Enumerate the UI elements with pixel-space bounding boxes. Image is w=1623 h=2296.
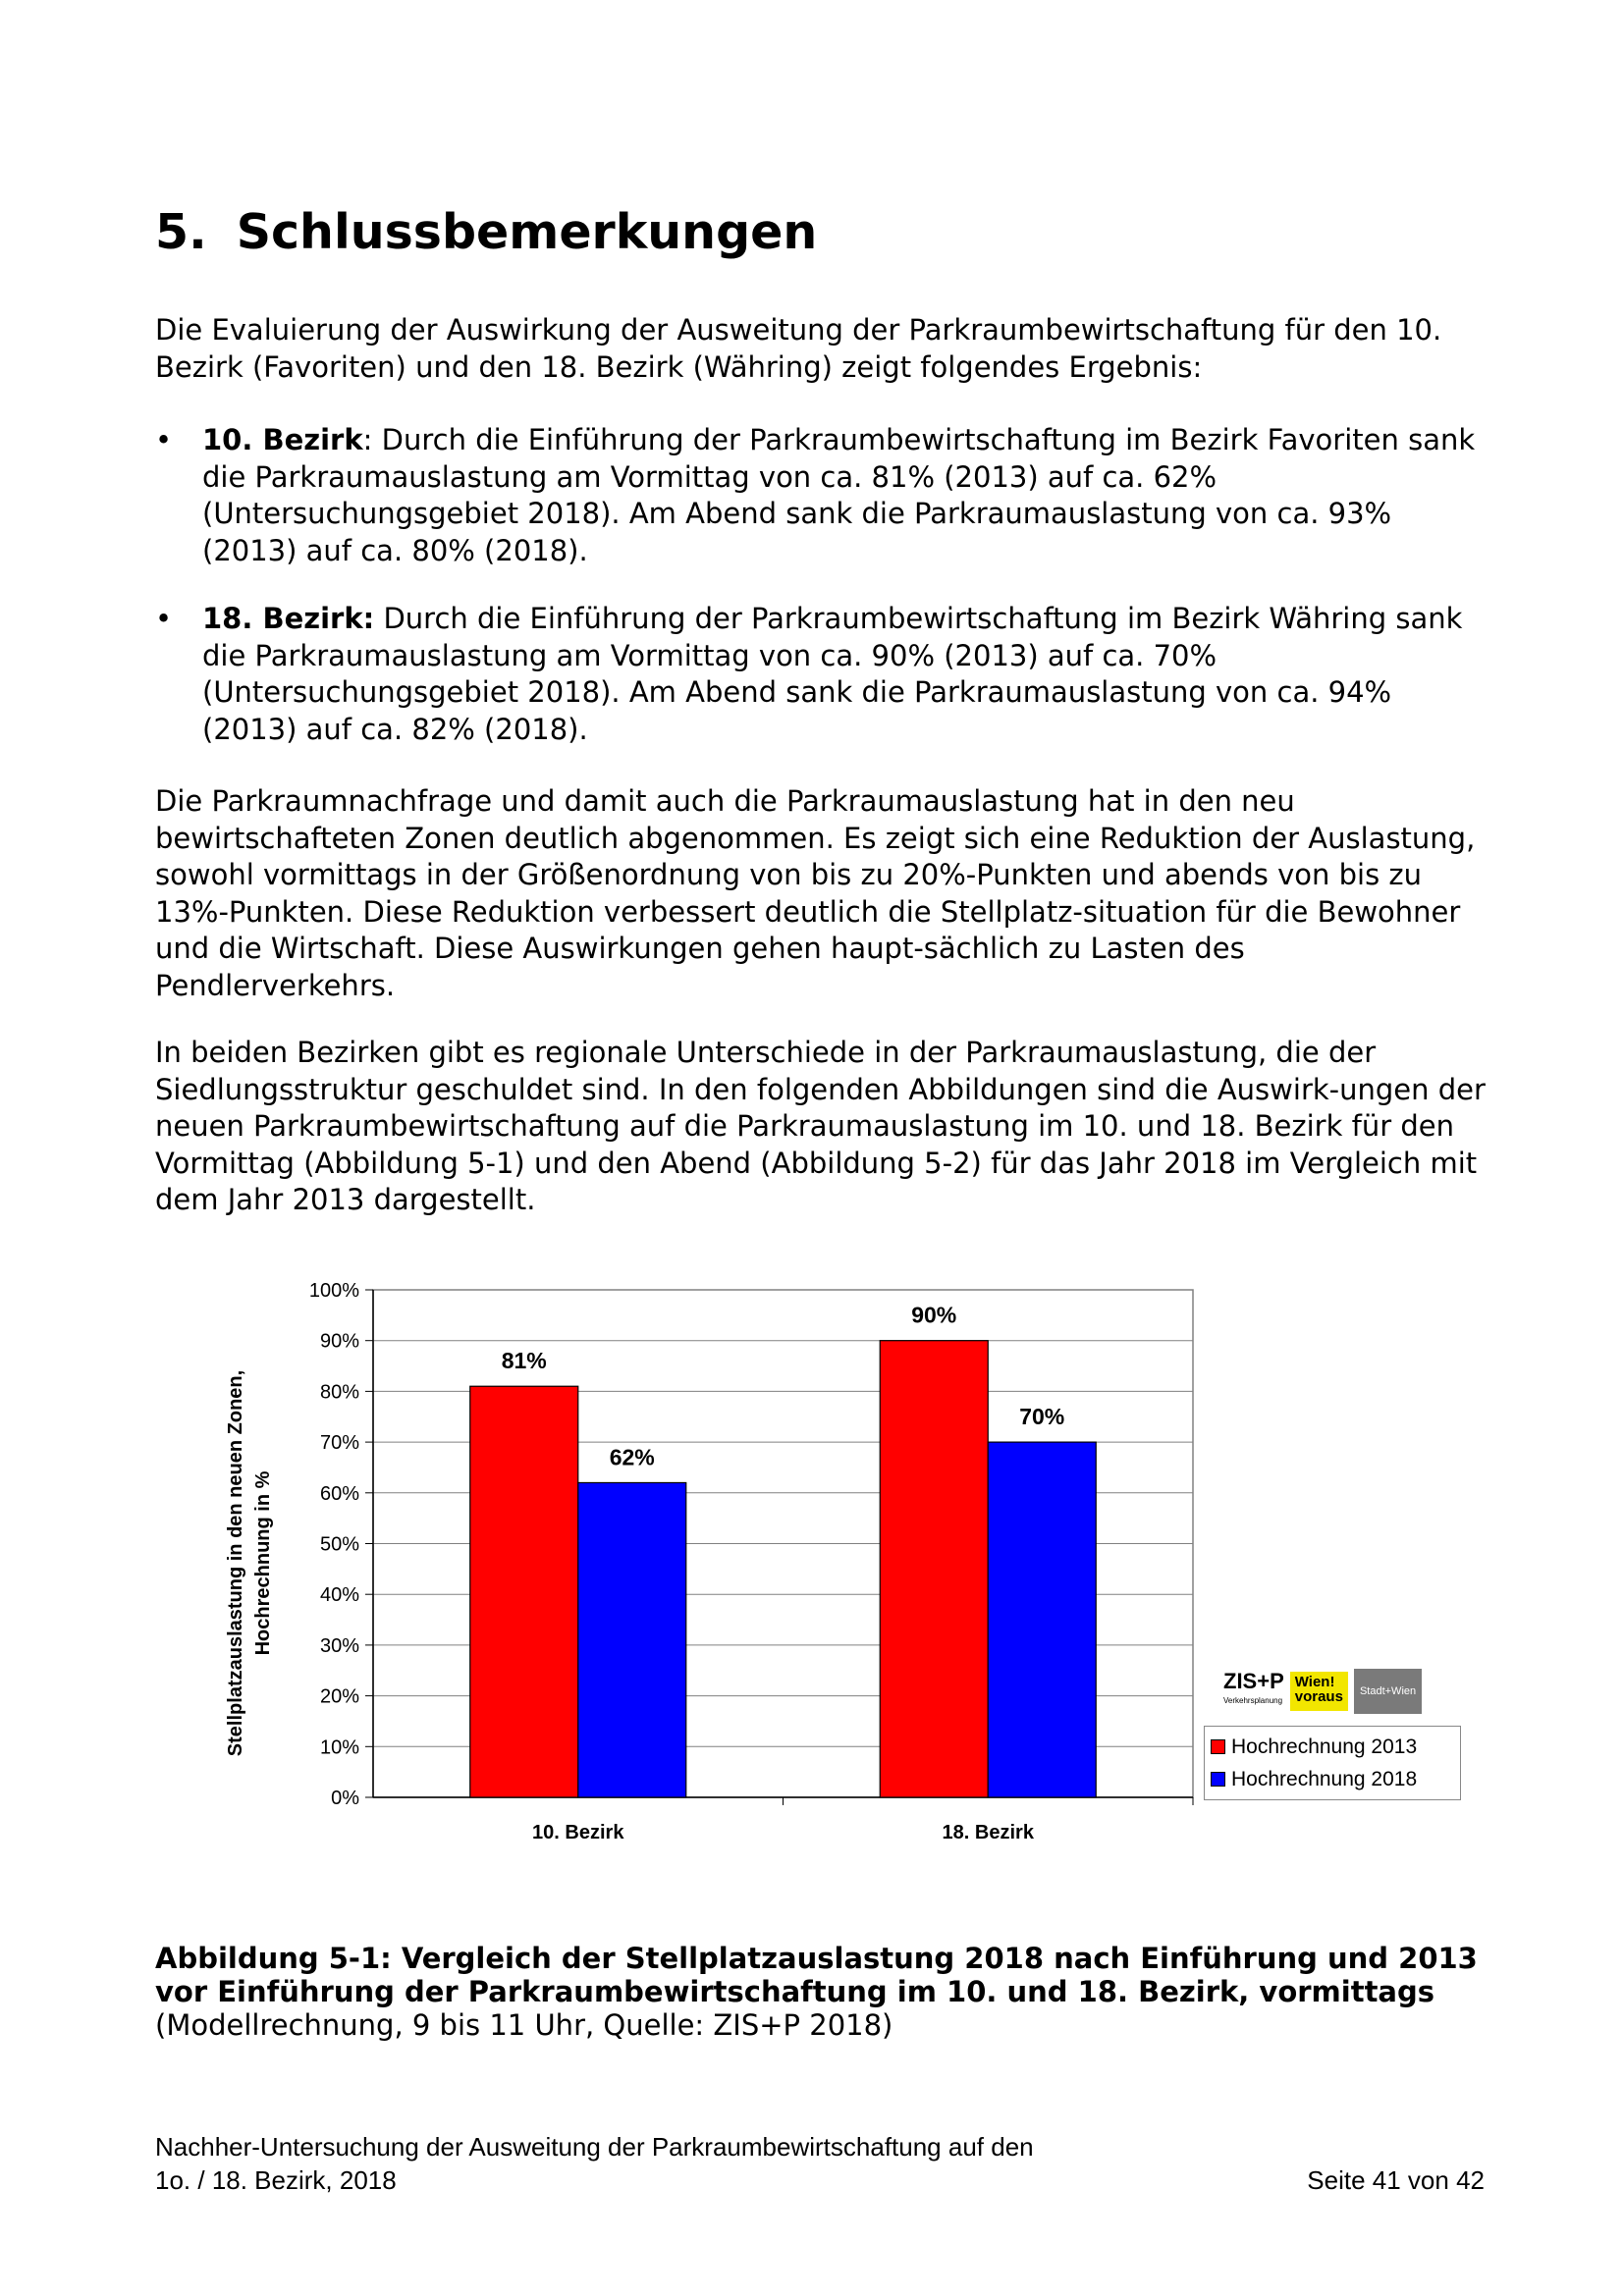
intro-paragraph: Die Evaluierung der Auswirkung der Ausweitung der Parkraumbewirtschaftung für den 10. Bezirk (Favoriten) und den 18. Bezirk (Währing) zeigt folgendes Ergebnis: [155,313,1442,384]
wien-voraus-logo [1290,1672,1348,1711]
legend-item [1211,1763,1454,1795]
legend-item [1211,1731,1454,1763]
y-tick-label: 30% [319,1634,359,1657]
bar-hochrechnung-2013 [470,1386,578,1797]
data-label: 90% [911,1302,957,1328]
zis-logo-text: ZIS+P [1223,1669,1284,1693]
bullet-separator: : [362,423,373,456]
y-tick-label: 80% [319,1381,359,1404]
legend-swatch-2013 [1211,1739,1225,1754]
logo-strip [1223,1669,1422,1714]
list-item [155,601,1490,748]
bar-hochrechnung-2018 [988,1442,1096,1797]
y-tick-label: 70% [319,1432,359,1455]
section-title: Schlussbemerkungen [236,204,818,260]
bar-hochrechnung-2013 [880,1341,988,1797]
data-label: 81% [501,1348,547,1374]
caption-title: Abbildung 5-1: Vergleich der Stellplatzauslastung 2018 nach Einführung und 2013 vor Einführung der Parkraumbewirtschaftung im 10. und 18. Bezirk, vormittags [155,1942,1478,2008]
bar-hochrechnung-2018 [578,1482,686,1797]
bullet-icon: • [155,423,173,456]
y-tick-label: 100% [308,1280,359,1302]
list-item [155,422,1490,569]
y-tick-label: 50% [319,1533,359,1556]
y-tick-label: 20% [319,1685,359,1708]
x-tick-label: 10. Bezirk [532,1822,624,1843]
footer-title-line2: 1o. / 18. Bezirk, 2018 [155,2165,397,2195]
bullet-icon: • [155,602,173,635]
wien-logo-line1: Wien! [1294,1674,1335,1690]
zis-logo-subtext: Verkehrsplanung [1223,1696,1283,1705]
y-axis-title: Stellplatzauslastung in den neuen Zonen, [225,1369,246,1757]
wien-logo-line2: voraus [1294,1688,1343,1705]
y-tick-label: 60% [319,1482,359,1505]
legend-label-2013: Hochrechnung 2013 [1231,1735,1418,1758]
page-footer [155,2130,1490,2197]
y-tick-label: 40% [319,1584,359,1607]
bullet-label: 10. Bezirk [202,423,363,456]
y-axis-title: Hochrechnung in % [252,1470,274,1656]
bullet-label: 18. Bezirk: [202,602,375,635]
caption-source: (Modellrechnung, 9 bis 11 Uhr, Quelle: ZIS+P 2018) [155,2008,893,2042]
figure-caption [155,1942,1490,2042]
bullet-text: Durch die Einführung der Parkraumbewirtschaftung im Bezirk Währing sank die Parkraumauslastung am Vormittag von ca. 90% (2013) auf ca. 70% (Untersuchungsgebiet 2018). Am Abend sank die Parkraumauslastung von ca. 94% (2013) auf ca. 82% (2018). [202,602,1463,746]
y-tick-label: 0% [331,1788,359,1809]
stadt-wien-logo: Stadt+Wien [1354,1669,1422,1714]
zis-logo [1223,1669,1284,1711]
x-tick-label: 18. Bezirk [942,1822,1034,1843]
footer-title-line1: Nachher-Untersuchung der Ausweitung der Parkraumbewirtschaftung auf den [155,2132,1034,2162]
section-heading [155,204,817,260]
legend-swatch-2018 [1211,1772,1225,1787]
data-label: 62% [609,1444,655,1470]
section-number: 5. [155,204,207,260]
y-tick-label: 90% [319,1330,359,1353]
bullet-text: Durch die Einführung der Parkraumbewirtschaftung im Bezirk Favoriten sank die Parkraumauslastung am Vormittag von ca. 81% (2013) auf ca. 62% (Untersuchungsgebiet 2018). Am Abend sank die Parkraumauslastung von ca. 93% (2013) auf ca. 80% (2018). [202,423,1476,567]
paragraph-demand: Die Parkraumnachfrage und damit auch die Parkraumauslastung hat in den neu bewirtschafteten Zonen deutlich abgenommen. Es zeigt sich eine Reduktion der Auslastung, sowohl vormittags in der Größenordnung von bis zu 20%-Punkten und abends von bis zu 13%-Punkten. Diese Reduktion verbessert deutlich die Stellplatz-situation für die Bewohner und die Wirtschaft. Diese Auswirkungen gehen haupt-sächlich zu Lasten des Pendlerverkehrs. [155,784,1476,1002]
data-label: 70% [1019,1404,1065,1430]
paragraph-regional: In beiden Bezirken gibt es regionale Unterschiede in der Parkraumauslastung, die der Siedlungsstruktur geschuldet sind. In den folgenden Abbildungen sind die Auswirk-ungen der neuen Parkraumbewirtschaftung auf die Parkraumauslastung im 10. und 18. Bezirk für den Vormittag (Abbildung 5-1) und den Abend (Abbildung 5-2) für das Jahr 2018 im Vergleich mit dem Jahr 2013 dargestellt. [155,1036,1486,1216]
chart-legend [1204,1726,1461,1800]
y-tick-label: 10% [319,1736,359,1759]
legend-label-2018: Hochrechnung 2018 [1231,1768,1418,1790]
results-list [155,422,1490,779]
page-number: Seite 41 von 42 [1307,2165,1485,2195]
